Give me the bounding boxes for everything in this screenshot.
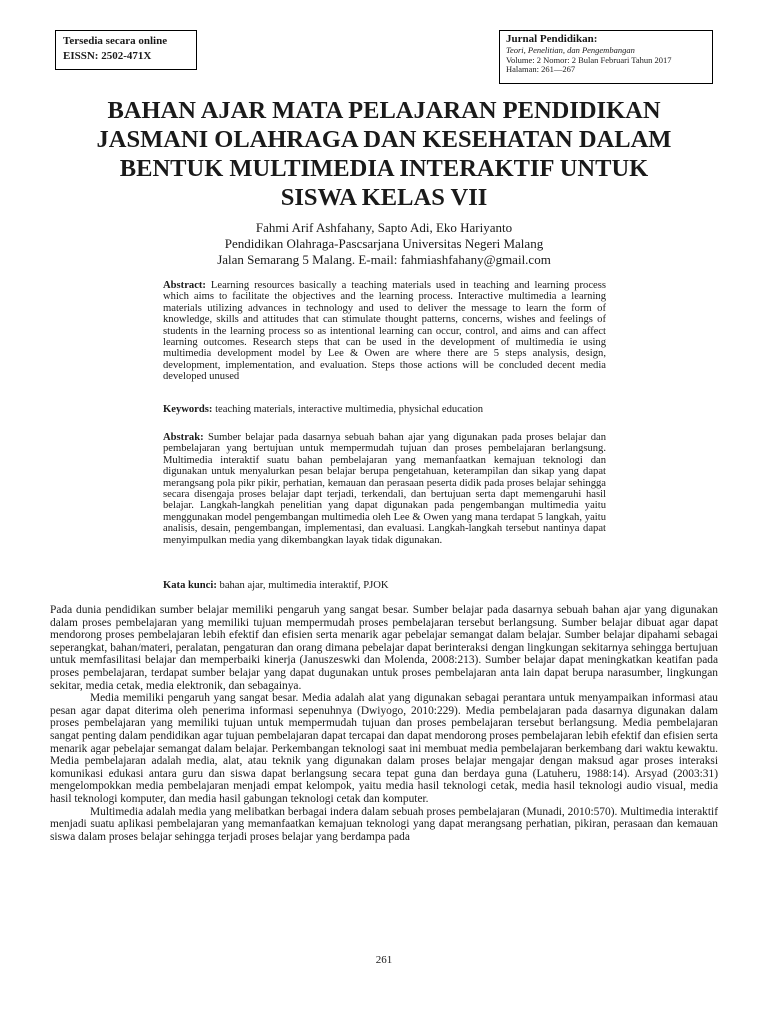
paper-title-line: BAHAN AJAR MATA PELAJARAN PENDIDIKAN	[107, 97, 661, 124]
journal-title: Jurnal Pendidikan:	[506, 33, 598, 45]
abstrak-label: Abstrak:	[163, 432, 204, 443]
body-paragraph-2: Media memiliki pengaruh yang sangat besar. Media adalah alat yang digunakan sebagai perantara untuk menyampaikan informasi atau pesan agar dapat diterima oleh penerima informasi sepenuhnya (Dwiyogo, 2010:229). Media pembelajaran pada dasarnya digunakan dalam proses pembelajaran yang memiliki tujuan untuk mempermudah tujuan dan proses pembelajaran tersebut berlangsung. Media pembelajaran sangat penting dalam pendidikan agar tujuan pembelajaran dapat tercapai dan dapat mendorong proses pembelajaran lebih efektif dan efisien serta menarik agar pebelajar semangat dalam belajar. Perkembangan teknologi saat ini membuat media pembelajaran berkembang dari waktu kewaktu. Media pembelajaran adalah media, alat, atau teknik yang digunakan dalam proses belajar mengajar dengan maksud agar proses interaksi komunikasi edukasi antara guru dan siswa dapat berlangsung secara tepat guna dan berdaya guna (Latuheru, 1988:14). Arsyad (2003:31) mengelompokkan media pembelajaran menjadi empat kelompok, yaitu media hasil teknologi cetak, media hasil teknologi audio visual, media hasil teknologi komputer, dan media hasil gabungan teknologi cetak dan komputer.	[50, 692, 718, 805]
kata-kunci-text: bahan ajar, multimedia interaktif, PJOK	[219, 580, 389, 591]
author-names: Fahmi Arif Ashfahany, Sapto Adi, Eko Hariyanto	[255, 220, 513, 235]
author-block	[84, 220, 684, 268]
body-paragraph-3: Multimedia adalah media yang melibatkan berbagai indera dalam sebuah proses pembelajaran (Munadi, 2010:570). Multimedia interaktif menjadi suatu aplikasi pembelajaran yang memanfaatkan kemajuan teknologi yang dapat merangsang perhatian, pikiran, perasaan dan kemauan siswa dalam proses belajar sehingga terjadi proses belajar yang berdampa pada	[50, 805, 718, 843]
journal-volume: Volume: 2 Nomor: 2 Bulan Februari Tahun 2017	[506, 54, 672, 65]
paper-title-line: SISWA KELAS VII	[280, 184, 488, 211]
keywords-indonesian	[163, 580, 606, 591]
abstract-label: Abstract:	[163, 280, 206, 291]
page-number: 261	[375, 954, 393, 966]
keywords-english	[163, 404, 606, 415]
abstract-english	[163, 280, 606, 383]
body-paragraph-1: Pada dunia pendidikan sumber belajar memiliki pengaruh yang sangat besar. Sumber belajar pada dasarnya sebuah bahan ajar yang digunakan dalam proses pembelajaran yang memiliki tujuan mempermudah proses pembelajaran tersebut berlangsung. Sumber belajar dibuat agar dapat mendorong proses pembelajaran lebih efektif dan efisien serta menarik agar pebelajar semangat dalam belajar. Sumber belajar dipahami sebagai seperangkat, bahan/materi, peralatan, pengaturan dan orang dimana pebelajar dapat berinteraksi dengan lingkungan sekitarnya sehingga bertujuan untuk memfasilitasi belajar dan memperbaiki kinerja (Januszeswki dan Molenda, 2008:213). Sumber belajar dapat meningkatkan keatifan pada proses pembelajaran, terdapat sumber belajar yang dapat dugunakan untuk proses pembelajaran anta lain dapat berupa narasumber, lingkungan sekitar, media cetak, media elektronik, dan sebagainya.	[50, 604, 718, 692]
keywords-text: teaching materials, interactive multimedia, physichal education	[215, 404, 484, 415]
body-text	[50, 604, 718, 843]
eissn-text: EISSN: 2502-471X	[63, 50, 152, 62]
abstract-text: Learning resources basically a teaching materials used in teaching and learning process which aims to facilitate the objectives and the learning process. Interactive multimedia a learning materials utilizing advances in technology and used to deliver the message to learn the form of knowledge, skills and attitudes that can stimulate thought patterns, concerns, wishes and feelings of students in the learning process so as intentional learning can occur, control, and aims and can affect learning outcomes. Research steps that can be used in the development of multimedia ie using multimedia development model by Lee & Owen are where there are 5 steps analysis, design, development, implementation, and evaluation. Steps those actions will be concluded decent media developed unused	[163, 280, 606, 383]
paper-title-line: BENTUK MULTIMEDIA INTERAKTIF UNTUK	[119, 155, 649, 182]
abstrak-text: Sumber belajar pada dasarnya sebuah bahan ajar yang digunakan pada proses belajar dan pembelajaran yang bertujuan untuk mempermudah tujuan dan proses pembelajaran berlangsung. Multimedia interaktif suatu bahan pembelajaran yang memanfaatkan kemajuan teknologi dan digunakan untuk menyalurkan pesan belajar berupa pengetahuan, keterampilan dan sikap yang dapat merangsang pola pikr pikir, perhatian, kemauan dan perasaan peserta didik pada proses belajar sehingga secara disengaja proses belajar dapt terjadi, terkendali, dan bertujuan serta dapt memengaruhi hasil belajar. Langkah-langkah penelitian yang dapat digunakan pada pengembangan multimedia yaitu menggunakan model pengembangan multimedia oleh Lee & Owen yang mana terdapat 5 langkah, yaitu analisis, desain, pengembangan, implementasi, dan evaluasi. Langkah-langkah tersebut nantinya dapat menyimpulkan media yang dikembangkan layak tidak digunakan.	[163, 432, 606, 546]
paper-title-line: JASMANI OLAHRAGA DAN KESEHATAN DALAM	[96, 126, 672, 153]
availability-box	[55, 30, 197, 70]
availability-text: Tersedia secara online	[63, 35, 168, 47]
abstract-indonesian	[163, 432, 606, 546]
author-affiliation: Pendidikan Olahraga-Pascsarjana Universitas Negeri Malang	[224, 236, 544, 251]
author-address: Jalan Semarang 5 Malang. E-mail: fahmiashfahany@gmail.com	[217, 252, 551, 267]
journal-info-box	[499, 30, 713, 84]
kata-kunci-label: Kata kunci:	[163, 580, 217, 591]
keywords-label: Keywords:	[163, 404, 213, 415]
journal-pages: Halaman: 261—267	[506, 64, 576, 74]
journal-subtitle: Teori, Penelitian, dan Pengembangan	[506, 45, 635, 55]
paper-title	[70, 96, 698, 212]
